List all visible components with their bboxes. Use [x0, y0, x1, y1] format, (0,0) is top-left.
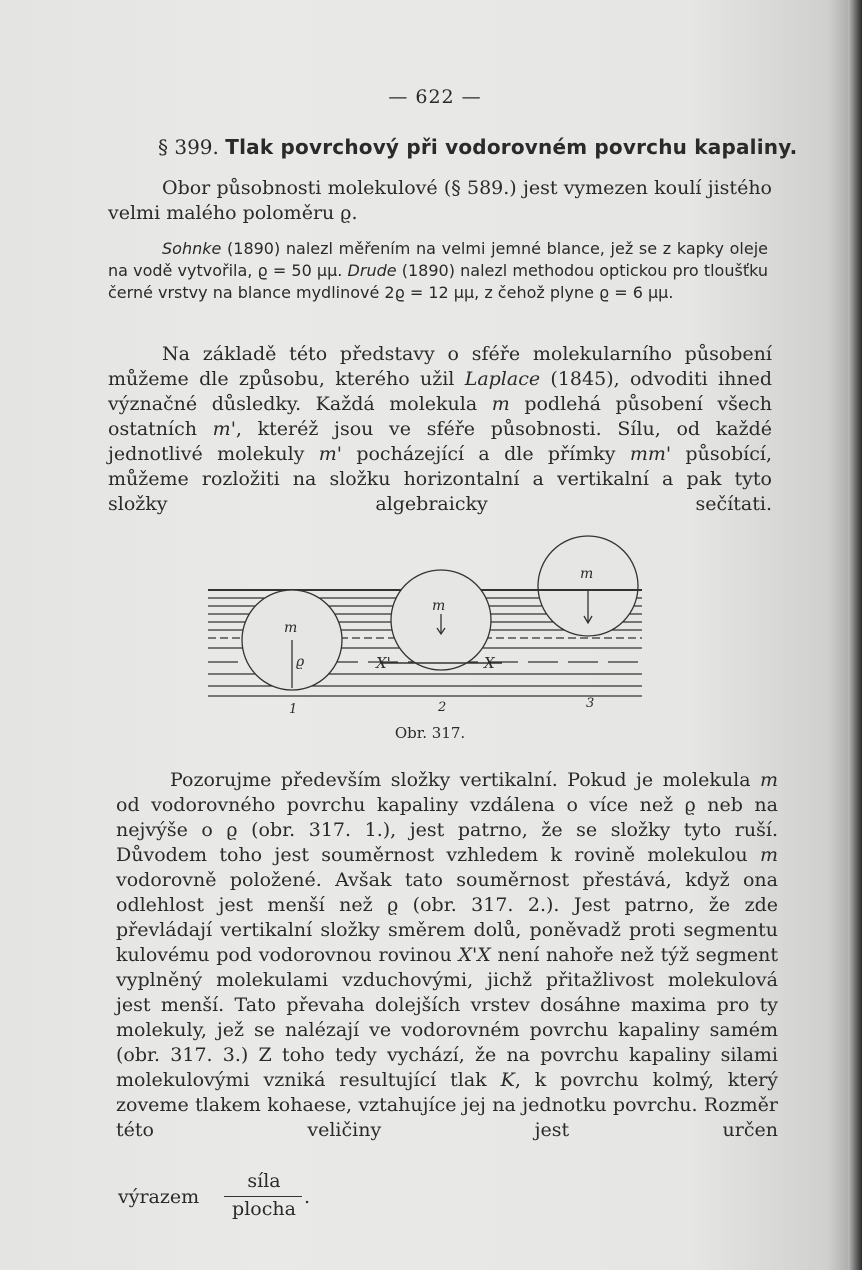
figure-label-m-2: m	[432, 598, 446, 614]
p4-text-5: , k povrchu kolmý, který zoveme tlakem kohaese, vztahujíce jej na jednotku povrchu. Rozměr této veličiny jest určen	[116, 1069, 778, 1141]
p3-text-3: podlehá působení všech ostatních	[108, 393, 772, 440]
paragraph-2	[108, 238, 768, 304]
figure-label-rho: ϱ	[296, 654, 305, 670]
figure-317-diagram	[200, 528, 678, 718]
p4-symbol-k: K	[500, 1069, 515, 1091]
p4-text-3: vodorovně položené. Avšak tato souměrnost přestává, když ona odlehlost jest menší než ϱ (obr. 317. 2.). Jest patrno, že zde převládají vertikalní složky směrem dolů, poněvadž proti segmentu kulovému pod vodorovnou rovinou	[116, 869, 778, 966]
paragraph-4	[116, 768, 778, 1143]
figure-label-1: 1	[289, 702, 298, 717]
symbol-mm-prime: mm'	[629, 443, 672, 465]
author-laplace: Laplace	[464, 368, 541, 390]
page-number: — 622 —	[388, 86, 482, 108]
p4-text-4: není nahoře než týž segment vyplněný molekulami vzduchovými, jichž přitažlivost molekulová jest menší. Tato převaha dolejších vrstev dosáhne maxima pro ty molekuly, jež se nalézají ve vodorovném povrchu kapaliny samém (obr. 317. 3.) Z toho tedy vychází, že na povrchu kapaliny silami molekulovými vzniká resultující tlak	[116, 944, 778, 1091]
expression-label: výrazem	[118, 1186, 200, 1208]
paragraph-3	[108, 342, 772, 517]
section-number: § 399.	[158, 135, 219, 159]
paragraph-1: Obor působnosti molekulové (§ 589.) jest vymezen koulí jistého velmi malého poloměru ϱ.	[108, 177, 772, 224]
fraction-period: .	[304, 1186, 311, 1208]
p3-text-1: Na základě této představy o sféře molekularního působení můžeme dle způsobu, kterého užil	[108, 343, 772, 390]
p3-text-2: (1845), odvoditi ihned význačné důsledky. Každá molekula	[108, 368, 772, 415]
page-edge-shadow	[848, 0, 862, 1270]
figure-label-x-prime: X'	[376, 654, 391, 672]
figure-label-m-1: m	[284, 620, 298, 636]
fraction-denominator: plocha	[232, 1198, 296, 1220]
section-heading	[158, 135, 797, 159]
symbol-m-prime-2: m'	[318, 443, 342, 465]
p3-text-5: pocházející a dle přímky	[342, 443, 630, 465]
author-sohnke: Sohnke	[162, 239, 222, 258]
p4-symbol-m-2: m	[759, 844, 778, 866]
figure-label-3: 3	[586, 696, 595, 711]
p4-text-1: Pozorujme především složky vertikalní. Pokud je molekula	[170, 769, 760, 791]
expression-fraction	[118, 1170, 318, 1220]
figure-label-x: X	[484, 654, 495, 672]
p3-text-4: , kteréž jsou ve sféře působnosti. Sílu, od každé jednotlivé molekuly	[108, 418, 773, 465]
paragraph-2-text-a: (1890) nalezl měřením na velmi jemné blance, jež se z kapky oleje na vodě vytvořila, ϱ = 50 μμ.	[108, 239, 768, 280]
author-drude: Drude	[347, 261, 397, 280]
symbol-m-prime: m'	[212, 418, 236, 440]
figure-317	[200, 528, 678, 718]
p3-text-6: působící, můžeme rozložiti na složku horizontalní a vertikalní a pak tyto složky algebraicky sečítati.	[108, 443, 773, 515]
figure-label-2: 2	[438, 700, 447, 715]
fraction-numerator: síla	[247, 1170, 281, 1192]
figure-caption: Obr. 317.	[394, 724, 466, 742]
fraction-bar	[224, 1196, 302, 1197]
symbol-m: m	[491, 393, 510, 415]
p4-symbol-m: m	[759, 769, 778, 791]
p4-text-2: od vodorovného povrchu kapaliny vzdálena o více než ϱ neb na nejvýše o ϱ (obr. 317. 1.), jest patrno, že se složky tyto ruší. Důvodem toho jest souměrnost vzhledem k rovině molekulou	[116, 794, 778, 866]
section-title: Tlak povrchový při vodorovném povrchu kapaliny.	[225, 135, 798, 159]
figure-label-m-3: m	[580, 566, 594, 582]
p4-symbol-xx: X'X	[458, 944, 491, 966]
paragraph-2-text-b: (1890) nalezl methodou optickou pro tloušťku černé vrstvy na blance mydlinové 2ϱ = 12 μμ, z čehož plyne ϱ = 6 μμ.	[108, 261, 769, 302]
